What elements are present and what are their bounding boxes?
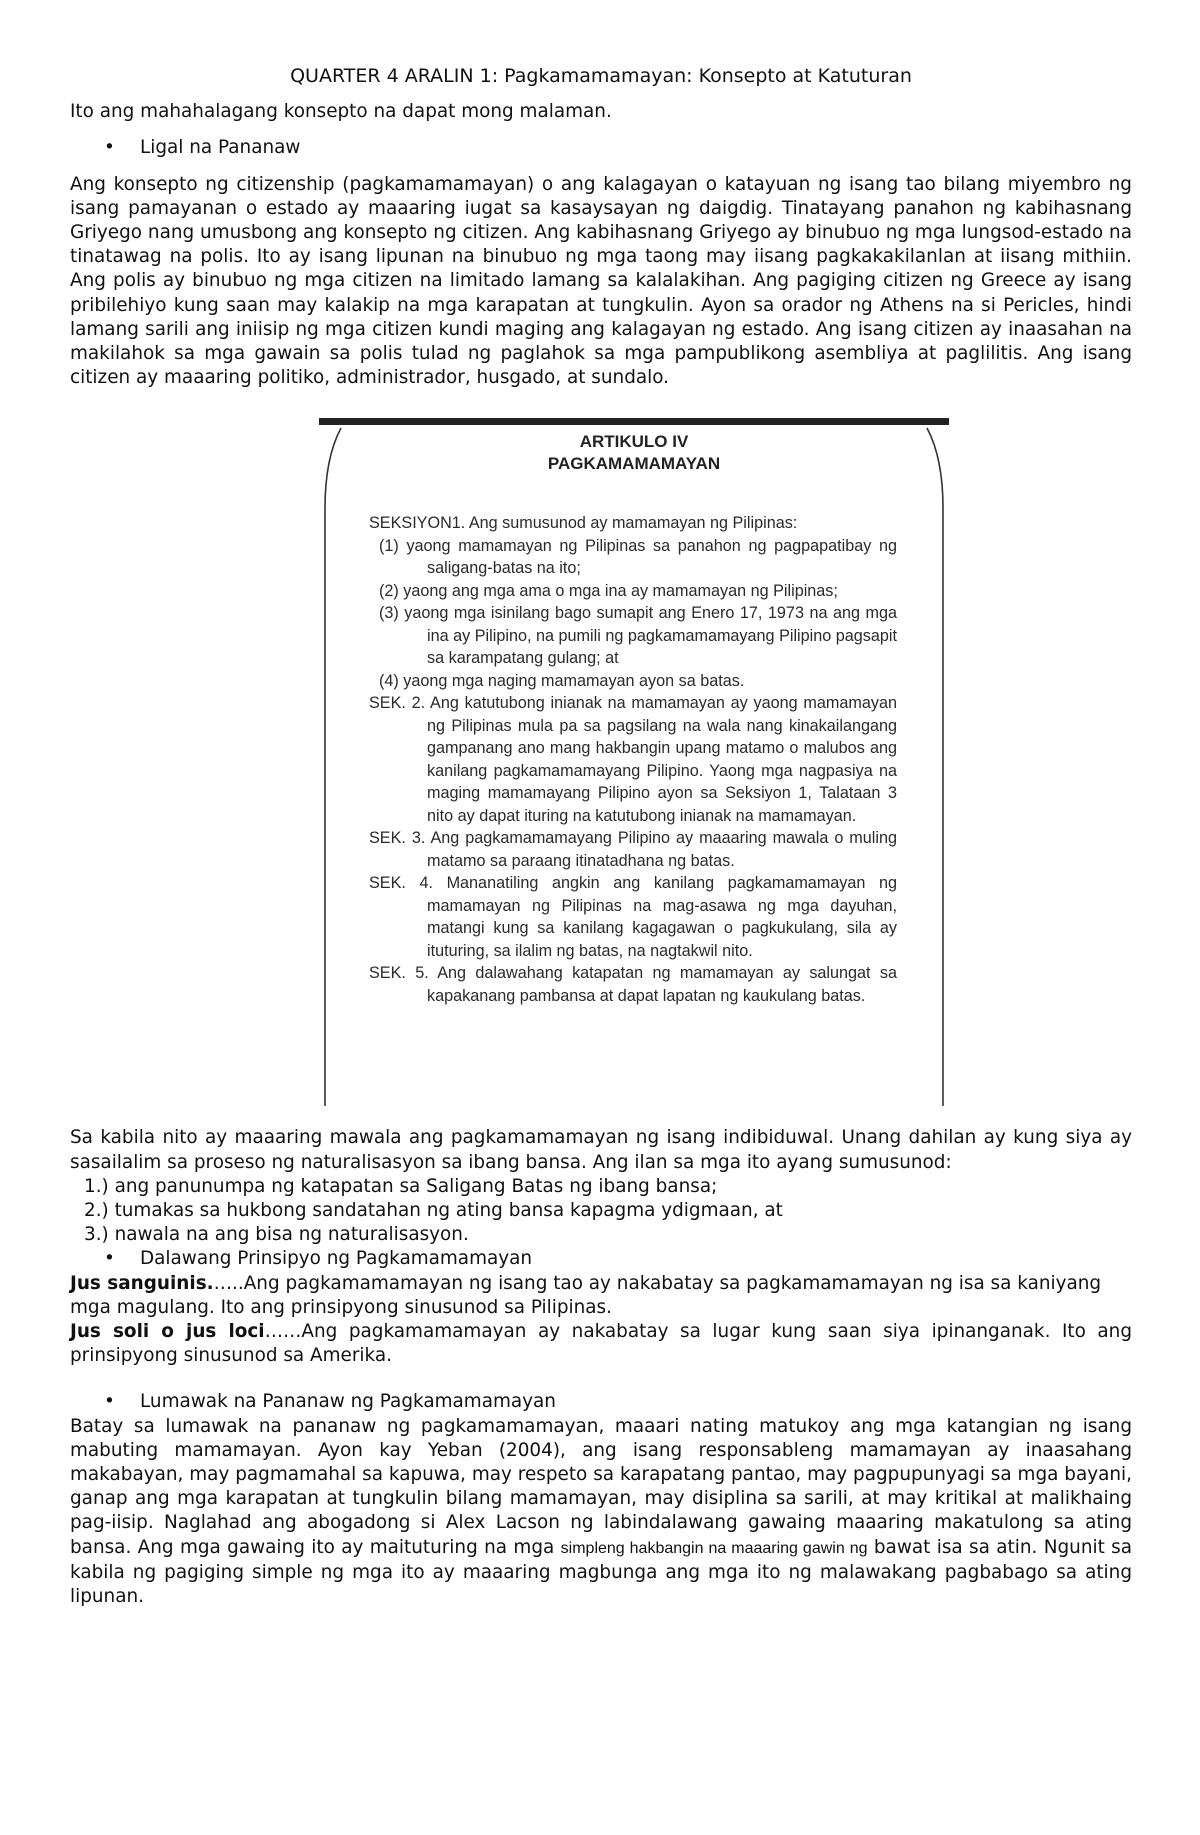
bullet-dot-icon: •	[104, 1248, 115, 1270]
bullet-prinsipyo-label: Dalawang Prinsipyo ng Pagkamamamayan	[140, 1248, 533, 1270]
lumawak-text-small: simpleng hakbangin na maaaring gawin ng	[560, 1539, 868, 1557]
artikulo-iv-image	[319, 418, 949, 1106]
sek2-text: SEK. 2. Ang katutubong inianak na mamamayan ay yaong mamamayan ng Pilipinas mula pa sa pagsilang na wala nang kinakailangang gampanang ano mang hakbangin upang matamo o malubos ang kanilang pagkamamamayang Pilipino. Yaong mga nagpasiya na maging mamamayang Pilipino ayon sa Seksiyon 1, Talataan 3 nito ay dapat ituring na katutubong inianak na mamamayan.	[369, 694, 897, 825]
ligal-paragraph: Ang konsepto ng citizenship (pagkamamamayan) o ang kalagayan o katayuan ng isang tao bilang miyembro ng isang pamayanan o estado ay maaaring iugat sa kasaysayan ng daigdig. Tinatayang panahon ng kabihasnang Griyego nang umusbong ang konsepto ng citizen. Ang kabihasnang Griyego ay binubuo ng mga lungsod-estado na tinatawag na polis. Ito ay isang lipunan na binubuo ng mga taong may iisang pagkakakilanlan at iisang mithiin. Ang polis ay binubuo ng mga citizen na limitado lamang sa kalalakihan. Ang pagiging citizen ng Greece ay isang pribilehiyo kung saan may kalakip na mga karapatan at tungkulin. Ayon sa orador ng Athens na si Pericles, hindi lamang sarili ang iniisip ng mga citizen kundi maging ang kalagayan ng estado. Ang isang citizen ay inaasahan na makilahok sa mga gawain sa polis tulad ng paglahok sa mga pampublikong asembliya at paglilitis. Ang isang citizen ay maaaring politiko, administrador, husgado, at sundalo.	[70, 173, 1132, 389]
page-title: QUARTER 4 ARALIN 1: Pagkamamamayan: Konsepto at Katuturan	[290, 65, 912, 87]
bullet-ligal	[70, 136, 1132, 160]
bullet-dot-icon: •	[104, 1391, 115, 1413]
artikulo-subheading: PAGKAMAMAMAYAN	[547, 454, 721, 474]
document-page	[70, 64, 1132, 1609]
bullet-ligal-label: Ligal na Pananaw	[140, 137, 301, 159]
sek5-text: SEK. 5. Ang dalawahang katapatan ng mamamayan ay salungat sa kapakanang pambansa at dapat lapatan ng kaukulang batas.	[369, 964, 897, 1005]
sek1-item: (3) yaong mga isinilang bago sumapit ang Enero 17, 1973 na ang mga ina ay Pilipino, na pumili ng pagkamamamayang Pilipino pagsapit sa karampatang gulang; at	[379, 604, 897, 668]
mawala-list-item: 1.) ang panunumpa ng katapatan sa Saligang Batas ng ibang bansa;	[84, 1175, 718, 1197]
jus-soli-term: Jus soli o jus loci	[70, 1321, 265, 1343]
artikulo-heading: ARTIKULO IV	[579, 432, 689, 452]
jus-sanguinis-paragraph	[70, 1272, 1132, 1320]
jus-sanguinis-dots: …..	[213, 1272, 244, 1294]
intro-text: Ito ang mahahalagang konsepto na dapat mong malaman.	[70, 101, 612, 123]
mawala-paragraph: Sa kabila nito ay maaaring mawala ang pagkamamamayan ng isang indibiduwal. Unang dahilan ay kung siya ay sasailalim sa proseso ng naturalisasyon sa ibang bansa. Ang ilan sa mga ito ayang sumusunod:	[70, 1127, 1132, 1173]
jus-sanguinis-term: Jus sanguinis.	[70, 1272, 214, 1294]
bullet-lumawak	[70, 1390, 1132, 1414]
bullet-lumawak-label: Lumawak na Pananaw ng Pagkamamamayan	[140, 1391, 556, 1413]
lumawak-paragraph	[70, 1415, 1132, 1610]
sek1-item: (4) yaong mga naging mamamayan ayon sa batas.	[379, 671, 745, 690]
jus-sanguinis-text: Ang pagkamamamayan ng isang tao ay nakabatay sa pagkamamamayan ng isa sa kaniyang mga magulang. Ito ang prinsipyong sinusunod sa Pilipinas.	[70, 1272, 1102, 1318]
artikulo-body	[369, 512, 897, 1007]
mawala-list-item: 3.) nawala na ang bisa ng naturalisasyon.	[84, 1224, 469, 1246]
lumawak-text-part1: Batay sa lumawak na pananaw ng pagkamamamayan, maaari nating matukoy ang mga katangian ng isang mabuting mamamayan. Ayon kay Yeban (2004), ang isang responsableng mamamayan ay inaasahang makabayan, may pagmamahal sa kapuwa, may respeto sa karapatang pantao, may pagpupunyagi sa mga bayani, ganap ang mga karapatan at tungkulin bilang mamamayan, may disiplina sa sarili, at may kritikal at malikhaing pag-iisip. Naglahad ang abogadong si Alex Lacson ng labindalawang gawaing maaaring makatulong sa ating bansa. Ang mga gawaing ito ay maituturing na mga	[70, 1415, 1132, 1558]
sek1-intro: SEKSIYON1. Ang sumusunod ay mamamayan ng Pilipinas:	[369, 514, 798, 533]
sek4-text: SEK. 4. Mananatiling angkin ang kanilang pagkamamamayan ng mamamayan ng Pilipinas na mag-asawa ng mga dayuhan, matangi kung sa kanilang kagagawan o pagkukulang, sila ay ituturing, sa ilalim ng batas, na nagtakwil nito.	[369, 874, 897, 960]
sek1-item: (1) yaong mamamayan ng Pilipinas sa panahon ng pagpapatibay ng saligang-batas na ito;	[379, 536, 897, 578]
jus-soli-paragraph	[70, 1320, 1132, 1368]
sek1-item: (2) yaong ang mga ama o mga ina ay mamamayan ng Pilipinas;	[379, 581, 838, 600]
lumawak-text-part2: bawat isa sa atin. Ngunit sa kabila ng pagiging simple ng mga ito ay maaaring magbunga ang mga ito ng malawakang pagbabago sa ating lipunan.	[70, 1536, 1133, 1608]
jus-soli-dots: ……	[264, 1321, 302, 1343]
bullet-prinsipyo	[70, 1247, 1132, 1271]
bullet-dot-icon: •	[104, 137, 115, 159]
sek3-text: SEK. 3. Ang pagkamamamayang Pilipino ay maaaring mawala o muling matamo sa paraang itinatadhana ng batas.	[369, 829, 897, 870]
jus-soli-text: Ang pagkamamamayan ay nakabatay sa lugar kung saan siya ipinanganak. Ito ang prinsipyong sinusunod sa Amerika.	[70, 1321, 1132, 1367]
mawala-list-item: 2.) tumakas sa hukbong sandatahan ng ating bansa kapagma ydigmaan, at	[84, 1200, 783, 1222]
